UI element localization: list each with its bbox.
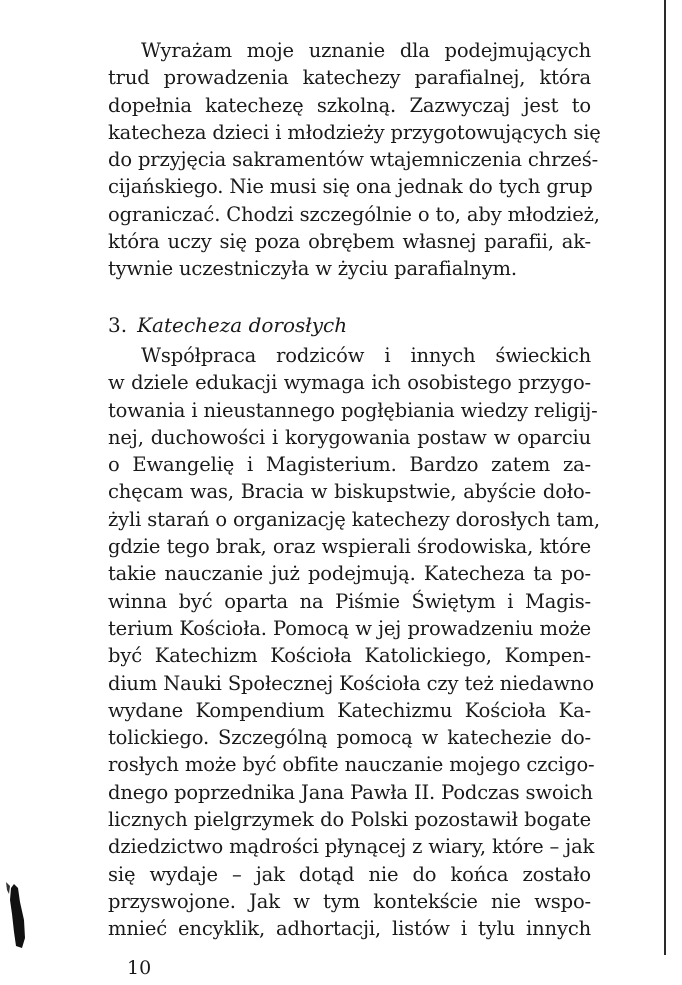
text-line: licznych pielgrzymek do Polski pozostawił bogate <box>108 808 591 832</box>
text-line: dopełnia katechezę szkolną. Zazwyczaj jest to <box>108 93 591 117</box>
text-line: tywnie uczestniczyła w życiu parafialnym. <box>108 257 517 281</box>
text-line: winna być oparta na Piśmie Świętym i Magis- <box>108 589 591 613</box>
text-line: dziedzictwo mądrości płynącej z wiary, które – jak <box>108 835 595 859</box>
section-number: 3. <box>108 313 128 337</box>
paragraph-parish-catechesis <box>108 37 601 283</box>
text-line: takie nauczanie już podejmują. Katecheza ta po- <box>108 562 591 586</box>
section-title: Katecheza dorosłych <box>137 313 348 337</box>
text-line: żyli starań o organizację katechezy dorosłych tam, <box>108 507 600 531</box>
text-line: cijańskiego. Nie musi się ona jednak do tych grup <box>108 175 593 199</box>
text-line: mnieć encyklik, adhortacji, listów i tylu innych <box>108 917 591 941</box>
text-line: trud prowadzenia katechezy parafialnej, która <box>108 66 591 90</box>
text-line: dium Nauki Społecznej Kościoła czy też niedawno <box>108 671 594 695</box>
binding-shadow-mark <box>0 880 26 950</box>
page-number: 10 <box>127 957 152 979</box>
text-line: towania i nieustannego pogłębiania wiedzy religij- <box>108 398 598 422</box>
text-line: dnego poprzednika Jana Pawła II. Podczas swoich <box>108 780 593 804</box>
section-heading <box>108 311 347 339</box>
text-line: w dziele edukacji wymaga ich osobistego przygo- <box>108 371 591 395</box>
text-line: ograniczać. Chodzi szczególnie o to, aby młodzież, <box>108 202 600 226</box>
text-line: wydane Kompendium Katechizmu Kościoła Ka- <box>108 698 591 722</box>
text-line: do przyjęcia sakramentów wtajemniczenia chrześ- <box>108 148 599 172</box>
text-line: o Ewangelię i Magisterium. Bardzo zatem za- <box>108 453 591 477</box>
text-line: tolickiego. Szczególną pomocą w katechezie do- <box>108 726 591 750</box>
text-line: katecheza dzieci i młodzieży przygotowujących się <box>108 120 601 144</box>
text-line: przyswojone. Jak w tym kontekście nie wspo- <box>108 889 591 913</box>
text-line: Wyrażam moje uznanie dla podejmujących <box>141 39 591 62</box>
text-line: nej, duchowości i korygowania postaw w oparciu <box>108 425 591 449</box>
text-line: Współpraca rodziców i innych świeckich <box>141 344 591 367</box>
text-line: terium Kościoła. Pomocą w jej prowadzeniu może <box>108 616 591 640</box>
text-line: która uczy się poza obrębem własnej parafii, ak- <box>108 230 591 254</box>
page-edge-line <box>664 0 666 955</box>
text-line: chęcam was, Bracia w biskupstwie, abyście doło- <box>108 480 591 504</box>
text-line: się wydaje – jak dotąd nie do końca zostało <box>108 862 591 886</box>
text-line: być Katechizm Kościoła Katolickiego, Kompen- <box>108 644 591 668</box>
paragraph-adult-catechesis <box>108 342 600 943</box>
text-line: rosłych może być obfite nauczanie mojego czcigo- <box>108 753 595 777</box>
text-line: gdzie tego brak, oraz wspierali środowiska, które <box>108 535 591 559</box>
